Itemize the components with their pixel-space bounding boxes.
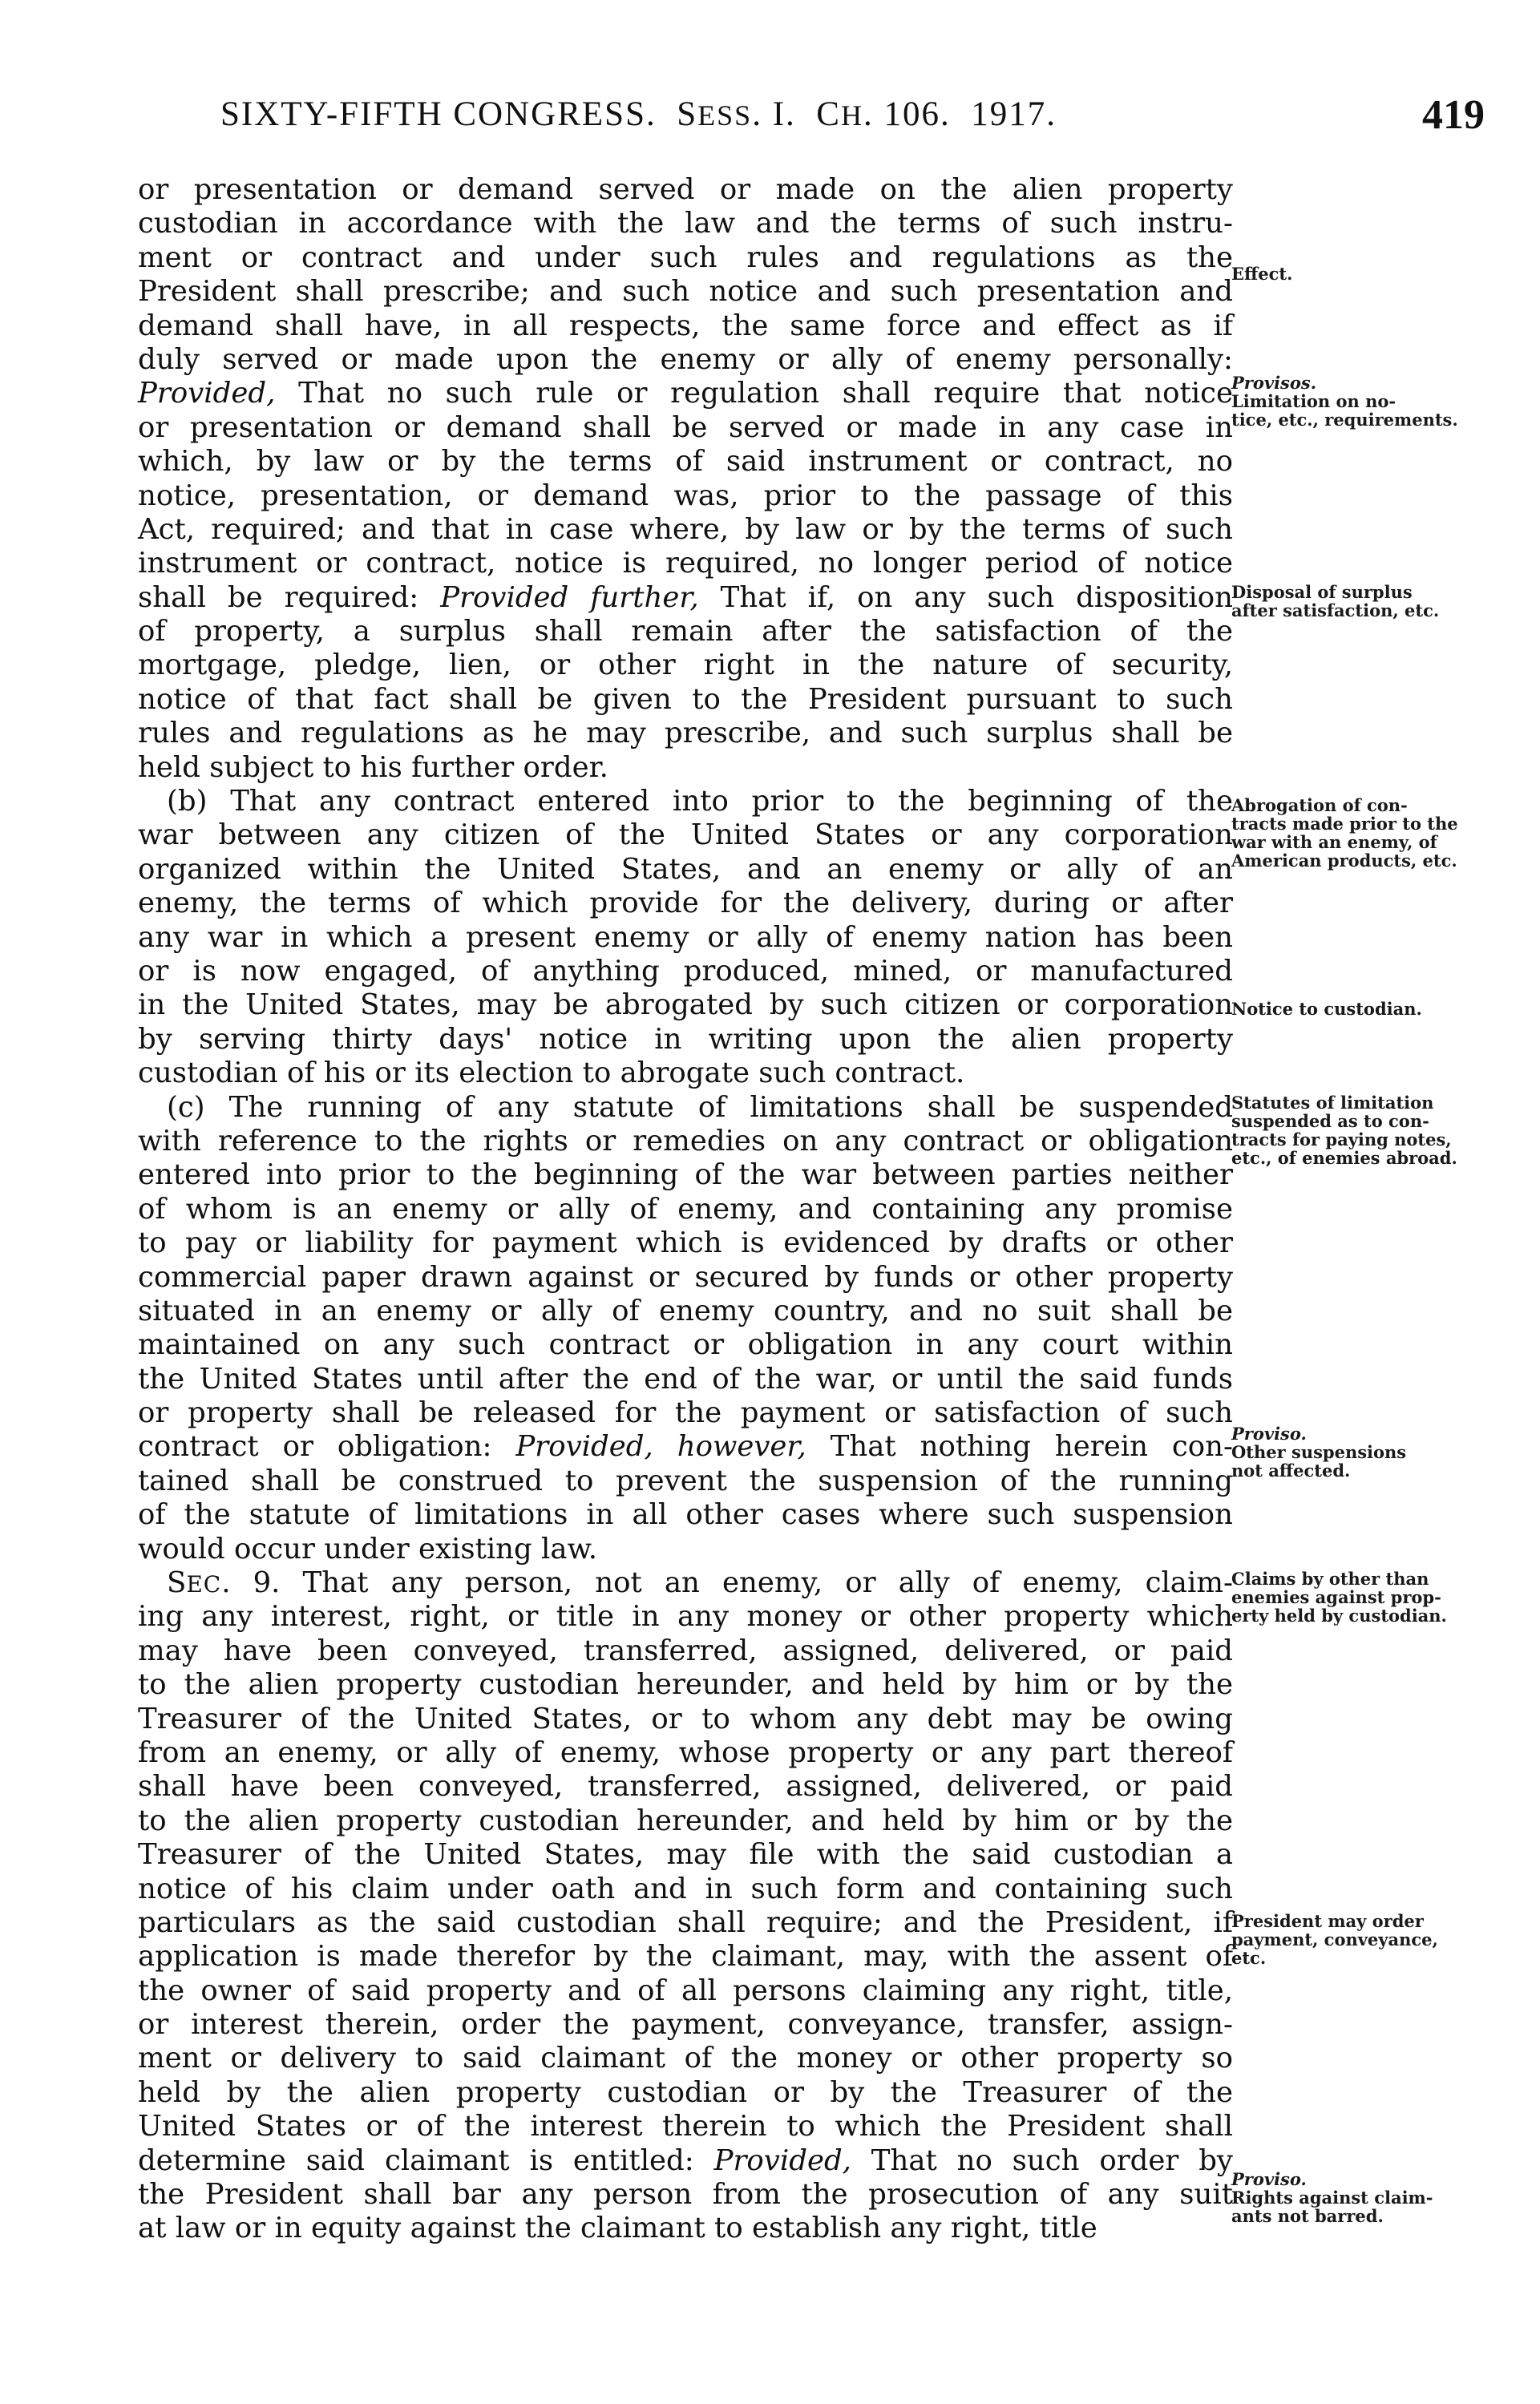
margin-note-line: Limitation on no- [1231, 391, 1397, 411]
text-line [138, 1668, 1233, 1702]
text-segment: with reference to the rights or remedies on any contract or obligation [138, 1124, 1233, 1158]
margin-note [1231, 2170, 1496, 2225]
text-segment: the owner of said property and of all persons claiming any right, title, [138, 1974, 1233, 2007]
text-line [138, 547, 1233, 580]
text-line [138, 683, 1233, 717]
text-segment: would occur under existing law. [138, 1532, 598, 1566]
text-line [138, 445, 1233, 479]
text-line [138, 1430, 1233, 1464]
margin-note [1231, 265, 1496, 283]
text-segment: by serving thirty days' notice in writing upon the alien property [138, 1022, 1233, 1056]
margin-note-line: Statutes of limitation [1231, 1093, 1434, 1113]
text-line [138, 1634, 1233, 1668]
chapter-label: CH. 106. [816, 95, 951, 133]
text-segment: . 9. That any person, not an enemy, or ally of enemy, claim- [221, 1566, 1233, 1600]
text-segment: demand shall have, in all respects, the same force and effect as if [138, 309, 1233, 342]
text-line [138, 955, 1233, 988]
text-line [138, 1838, 1233, 1872]
text-segment: enemy, the terms of which provide for the delivery, during or after [138, 887, 1233, 920]
margin-note [1231, 583, 1496, 620]
page-header [220, 92, 1485, 151]
text-line [138, 1125, 1233, 1158]
running-head [220, 95, 1057, 134]
margin-note-line: tice, etc., requirements. [1231, 410, 1458, 430]
text-segment: Act, required; and that in case where, by law or by the terms of such [138, 512, 1233, 546]
session-label: SESS. I. [677, 95, 796, 133]
text-segment: maintained on any such contract or obligation in any court within [138, 1328, 1233, 1362]
text-line [138, 2042, 1233, 2075]
text-segment: That no such rule or regulation shall require that notice [275, 377, 1233, 410]
text-line [138, 513, 1233, 547]
text-segment: application is made therefor by the claimant, may, with the assent of [138, 1940, 1233, 1974]
text-line [138, 1226, 1233, 1260]
text-line [138, 1906, 1233, 1940]
margin-note-line: Notice to custodian. [1231, 999, 1422, 1019]
text-line [138, 1396, 1233, 1430]
text-segment: or is now engaged, of anything produced, mined, or manufactured [138, 954, 1233, 988]
text-segment: may have been conveyed, transferred, assigned, delivered, or paid [138, 1634, 1233, 1667]
text-line [138, 173, 1233, 207]
text-segment: held subject to his further order. [138, 750, 608, 784]
text-line [138, 717, 1233, 750]
text-line [138, 2178, 1233, 2212]
italic-proviso: Provided further, [440, 580, 699, 614]
text-line [138, 241, 1233, 275]
margin-note-line: Claims by other than [1231, 1569, 1429, 1589]
text-line [138, 921, 1233, 955]
text-line [138, 1533, 1233, 1566]
text-line [138, 751, 1233, 785]
text-line [138, 1465, 1233, 1498]
margin-note-line: ants not barred. [1231, 2206, 1384, 2226]
text-line [138, 1873, 1233, 1906]
text-line [138, 2144, 1233, 2178]
text-segment: That if, on any such disposition [698, 580, 1233, 614]
margin-note-line: after satisfaction, etc. [1231, 600, 1440, 620]
text-line [138, 2008, 1233, 2042]
text-segment: tained shall be construed to prevent the suspension of the running [138, 1464, 1233, 1497]
text-line [138, 1295, 1233, 1328]
text-segment: notice of that fact shall be given to the President pursuant to such [138, 682, 1233, 716]
margin-note-line: Rights against claim- [1231, 2188, 1433, 2208]
statute-text [138, 173, 1233, 2246]
text-segment: ment or delivery to said claimant of the money or other property so [138, 2042, 1233, 2075]
text-line [138, 479, 1233, 513]
text-segment: of the statute of limitations in all other cases where such suspension [138, 1498, 1233, 1532]
text-segment: the President shall bar any person from the prosecution of any suit [138, 2178, 1233, 2212]
text-segment: of whom is an enemy or ally of enemy, and containing any promise [138, 1192, 1233, 1226]
margin-note-proviso: Provisos. [1231, 373, 1317, 393]
text-segment: Treasurer of the United States, may file with the said custodian a [138, 1838, 1233, 1872]
margin-note-line: suspended as to con- [1231, 1111, 1429, 1131]
margin-note-line: Other suspensions [1231, 1442, 1407, 1462]
text-segment: which, by law or by the terms of said instrument or contract, no [138, 445, 1233, 479]
text-line [138, 1804, 1233, 1838]
text-line [138, 1091, 1233, 1125]
text-segment: to the alien property custodian hereunder, and held by him or by the [138, 1804, 1233, 1837]
congress-title: SIXTY-FIFTH CONGRESS. [220, 95, 657, 133]
text-segment: held by the alien property custodian or by the Treasurer of the [138, 2075, 1233, 2109]
margin-note [1231, 796, 1496, 870]
text-segment: shall be required: [138, 580, 441, 614]
margin-note [1231, 1912, 1496, 1967]
text-line [138, 1600, 1233, 1634]
text-line [138, 818, 1233, 852]
margin-note-line: Disposal of surplus [1231, 582, 1413, 602]
text-segment: of property, a surplus shall remain after the satisfaction of the [138, 615, 1233, 648]
text-segment: from an enemy, or ally of enemy, whose property or any part thereof [138, 1735, 1233, 1769]
text-segment: situated in an enemy or ally of enemy country, and no suit shall be [138, 1294, 1233, 1327]
page-number: 419 [1422, 92, 1485, 138]
margin-note-line: etc. [1231, 1948, 1267, 1968]
text-segment: mortgage, pledge, lien, or other right in the nature of security, [138, 648, 1233, 682]
margin-note [1231, 1000, 1496, 1018]
text-line [138, 1566, 1233, 1600]
italic-proviso: Provided, however, [515, 1430, 806, 1464]
text-segment: That nothing herein con- [806, 1430, 1234, 1464]
text-segment: Treasurer of the United States, or to whom any debt may be owing [138, 1702, 1233, 1735]
italic-proviso: Provided, [713, 2143, 851, 2177]
text-line [138, 1023, 1233, 1057]
text-line [138, 343, 1233, 377]
text-line [138, 1057, 1233, 1090]
text-line [138, 887, 1233, 920]
text-segment: war between any citizen of the United States or any corporation [138, 818, 1233, 852]
text-segment: notice of his claim under oath and in such form and containing such [138, 1872, 1233, 1905]
italic-proviso: Provided, [138, 377, 276, 410]
text-line [138, 785, 1233, 818]
text-segment: contract or obligation: [138, 1430, 516, 1464]
text-line [138, 207, 1233, 240]
text-segment: (c) The running of any statute of limitations shall be suspended [167, 1090, 1233, 1124]
margin-note-line: American products, etc. [1231, 850, 1457, 871]
margin-note-line: not affected. [1231, 1461, 1351, 1481]
text-segment: ment or contract and under such rules and regulations as the [138, 240, 1233, 274]
text-line [138, 2212, 1233, 2245]
text-segment: That no such order by [851, 2143, 1233, 2177]
text-line [138, 1363, 1233, 1396]
text-line [138, 309, 1233, 343]
text-segment: determine said claimant is entitled: [138, 2143, 714, 2177]
text-line [138, 2076, 1233, 2110]
text-line [138, 411, 1233, 445]
text-line [138, 1158, 1233, 1192]
text-segment: entered into prior to the beginning of the war between parties neither [138, 1158, 1233, 1192]
text-line [138, 1703, 1233, 1736]
text-segment: commercial paper drawn against or secured by funds or other property [138, 1260, 1233, 1294]
text-segment: any war in which a present enemy or ally of enemy nation has been [138, 920, 1233, 954]
text-segment: notice, presentation, or demand was, prior to the passage of this [138, 479, 1233, 512]
text-line [138, 1736, 1233, 1770]
margin-note-line: enemies against prop- [1231, 1587, 1441, 1607]
text-line [138, 2110, 1233, 2143]
text-segment: in the United States, may be abrogated by such citizen or corporation [138, 988, 1233, 1022]
section-prefix: S [167, 1566, 187, 1600]
text-segment: rules and regulations as he may prescribe, and such surplus shall be [138, 717, 1233, 750]
text-line [138, 1498, 1233, 1532]
text-segment: to the alien property custodian hereunder, and held by him or by the [138, 1668, 1233, 1702]
margin-note [1231, 1424, 1496, 1480]
margin-note-line: erty held by custodian. [1231, 1606, 1447, 1626]
text-line [138, 275, 1233, 309]
year-label: 1917. [971, 95, 1057, 133]
text-line [138, 853, 1233, 887]
margin-note-line: Effect. [1231, 264, 1293, 284]
text-segment: shall have been conveyed, transferred, assigned, delivered, or paid [138, 1770, 1233, 1804]
text-segment: ing any interest, right, or title in any money or other property which [138, 1600, 1233, 1634]
text-line [138, 988, 1233, 1022]
margin-note-line: tracts for paying notes, [1231, 1129, 1452, 1149]
margin-note-line: etc., of enemies abroad. [1231, 1148, 1457, 1168]
text-segment: the United States until after the end of the war, or until the said funds [138, 1362, 1233, 1396]
text-line [138, 1193, 1233, 1226]
text-segment: (b) That any contract entered into prior to the beginning of the [167, 785, 1233, 818]
text-segment: or presentation or demand shall be served or made in any case in [138, 410, 1233, 444]
margin-note-line: tracts made prior to the [1231, 814, 1458, 834]
margin-note [1231, 1093, 1496, 1167]
section-prefix-smallcaps: EC [186, 1571, 222, 1598]
text-segment: President shall prescribe; and such notice and such presentation and [138, 275, 1233, 309]
text-segment: or presentation or demand served or made on the alien property [138, 173, 1233, 206]
margin-note-proviso: Proviso. [1231, 1424, 1307, 1444]
margin-note-proviso: Proviso. [1231, 2169, 1307, 2189]
text-segment: to pay or liability for payment which is evidenced by drafts or other [138, 1226, 1233, 1260]
text-segment: particulars as the said custodian shall require; and the President, if [138, 1905, 1233, 1939]
text-line [138, 1261, 1233, 1295]
text-line [138, 1974, 1233, 2008]
margin-note-line: payment, conveyance, [1231, 1929, 1438, 1949]
text-segment: at law or in equity against the claimant to establish any right, title [138, 2212, 1097, 2245]
text-segment: or interest therein, order the payment, conveyance, transfer, assign- [138, 2008, 1233, 2042]
margin-note [1231, 374, 1496, 429]
text-line [138, 615, 1233, 648]
text-segment: custodian in accordance with the law and the terms of such instru- [138, 207, 1233, 240]
text-segment: United States or of the interest therein to which the President shall [138, 2110, 1233, 2143]
text-line [138, 648, 1233, 682]
margin-note-line: President may order [1231, 1911, 1424, 1931]
text-segment: duly served or made upon the enemy or ally of enemy personally: [138, 342, 1233, 376]
text-line [138, 1328, 1233, 1362]
text-line [138, 1770, 1233, 1804]
margin-note [1231, 1570, 1496, 1625]
text-segment: instrument or contract, notice is required, no longer period of notice [138, 547, 1233, 580]
text-segment: or property shall be released for the payment or satisfaction of such [138, 1396, 1233, 1430]
margin-note-line: war with an enemy, of [1231, 832, 1437, 852]
text-line [138, 1940, 1233, 1974]
text-line [138, 581, 1233, 615]
text-line [138, 377, 1233, 410]
margin-note-line: Abrogation of con- [1231, 795, 1408, 815]
text-segment: organized within the United States, and an enemy or ally of an [138, 852, 1233, 886]
text-segment: custodian of his or its election to abrogate such contract. [138, 1057, 965, 1090]
